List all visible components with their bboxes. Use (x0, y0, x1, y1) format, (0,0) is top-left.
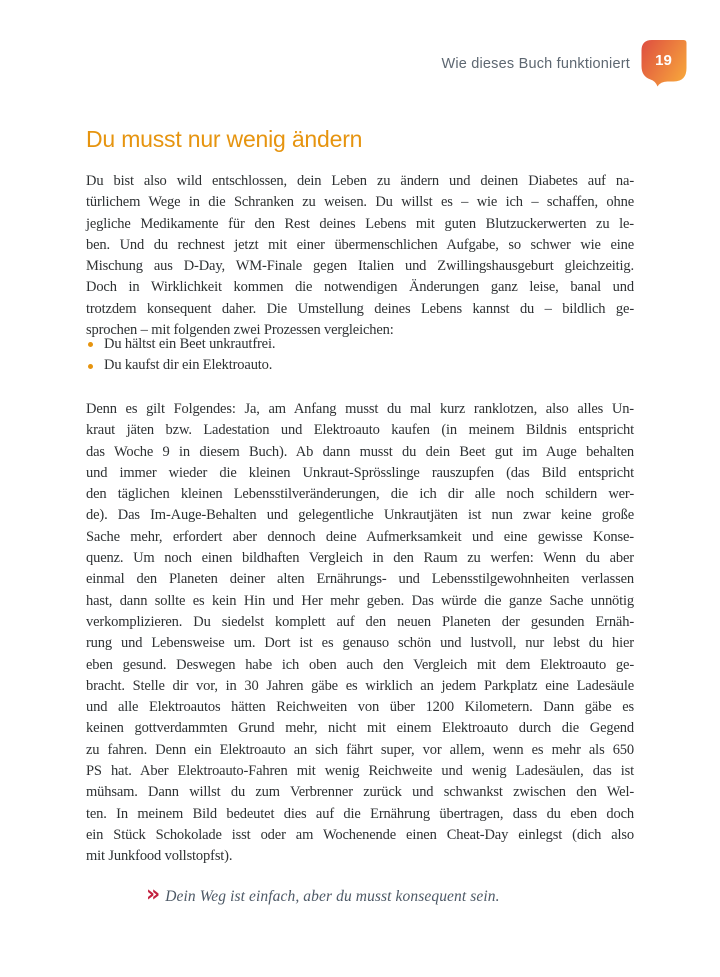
page-header (441, 40, 687, 87)
text-line: de). Das Im-Auge-Behalten und gelegentliche Unkrautjäten ist nun zwar keine große (86, 507, 634, 524)
list-item (86, 355, 634, 376)
text-line: Sache mehr, erfordert aber dennoch deine Aufmerksamkeit und eine gewisse Konse- (86, 528, 634, 545)
text-line: ein Stück Schokolade isst oder am Wochenende einen Cheat-Day einlegst (dich also (86, 826, 634, 843)
section-heading: Du musst nur wenig ändern (86, 126, 363, 152)
page-number: 19 (655, 52, 672, 69)
bullet-icon (88, 342, 93, 347)
text-line: das Woche 9 in diesem Buch). Ab dann musst du dein Beet gut im Auge behalten (86, 443, 634, 460)
text-line: verkomplizieren. Du siedelst komplett auf den neuen Planeten der gesunden Ernäh- (86, 613, 634, 630)
text-line: und immer wieder die kleinen Unkraut-Sprösslinge rauszupfen (das Bild entspricht (86, 464, 634, 481)
text-line: mühsam. Dann willst du zum Verbrenner zurück und schwankst zwischen den Wel- (86, 784, 634, 801)
text-line: ten. In meinem Bild bedeutet dies auf die Ernährung übertragen, dass du eben doch (86, 805, 634, 822)
text-line: und alle Elektroautos hätten Reichweiten von über 1200 Kilometern. Dann gäbe es (86, 699, 634, 716)
text-line: den täglichen kleinen Lebensstilveränderungen, die ich dir alle noch schildern wer- (86, 486, 634, 503)
text-line: keinen gottverdammten Grund mehr, nicht mit einem Elektroauto durch die Gegend (86, 720, 634, 737)
text-line: mit Junkfood vollstopfst). (86, 848, 233, 865)
text-line: einmal den Planeten deiner alten Ernährungs- und Lebensstilgewohnheiten verlassen (86, 571, 634, 588)
text-line: Du bist also wild entschlossen, dein Leben zu ändern und deinen Diabetes auf na- (86, 173, 634, 189)
text-line: sprochen – mit folgenden zwei Prozessen vergleichen: (86, 322, 394, 339)
text-line: kraut jäten bzw. Ladestation und Elektroauto kaufen (in meinem Bildnis entspricht (86, 422, 634, 439)
bullet-icon (88, 364, 93, 369)
text-line: PS hat. Aber Elektroauto-Fahren mit wenig Reichweite und wenig Ladesäulen, das ist (86, 763, 634, 780)
text-line: eben gesund. Deswegen habe ich oben auch den Vergleich mit dem Elektroauto ge- (86, 656, 634, 673)
list-item-text: Du kaufst dir ein Elektroauto. (104, 357, 273, 374)
text-line: Doch in Wirklichkeit kommen die notwendigen Änderungen ganz leise, banal und (86, 279, 634, 296)
text-line: bracht. Stelle dir vor, in 30 Jahren gäbe es wirklich an jedem Parkplatz eine Ladesäule (86, 677, 634, 694)
page-number-badge (641, 40, 687, 87)
quote-text: Dein Weg ist einfach, aber du musst konsequent sein. (165, 888, 500, 905)
running-head: Wie dieses Buch funktioniert (441, 55, 630, 72)
pull-quote (146, 884, 500, 908)
text-line: quenz. Um noch einen bildhaften Vergleich in den Raum zu werfen: Wenn du aber (86, 550, 634, 567)
text-line: türlichem Wege in die Schranken zu weisen. Du willst es – wie ich – schaffen, ohne (86, 194, 634, 211)
quote-marks-icon: » (146, 882, 160, 907)
list-item-text: Du hältst ein Beet unkrautfrei. (104, 336, 276, 352)
paragraph-1 (86, 171, 634, 341)
text-line: trotzdem konsequent daher. Die Umstellung deines Lebens kannst du – bildlich ge- (86, 300, 634, 317)
text-line: Denn es gilt Folgendes: Ja, am Anfang musst du mal kurz ranklotzen, also alles Un- (86, 401, 634, 417)
bullet-list (86, 334, 634, 377)
text-line: jegliche Medikamente für den Rest deines Lebens mit guten Blutzuckerwerten zu le- (86, 215, 634, 232)
paragraph-2 (86, 399, 634, 868)
list-item (86, 334, 634, 355)
text-line: ben. Und du rechnest jetzt mit einer übermenschlichen Aufgabe, so schwer wie eine (86, 236, 634, 253)
text-line: rung und Lebensweise um. Dort ist es genauso schön und lustvoll, nur lebst du hier (86, 635, 634, 652)
text-line: Mischung aus D-Day, WM-Finale gegen Italien und Zwillingshausgeburt gleichzeitig. (86, 258, 634, 275)
text-line: zu fahren. Denn ein Elektroauto an sich fährt super, vor allem, wenn es mehr als 650 (86, 741, 634, 758)
text-line: hast, dann sollte es kein Hin und Her mehr geben. Das würde die ganze Sache unnötig (86, 592, 634, 609)
